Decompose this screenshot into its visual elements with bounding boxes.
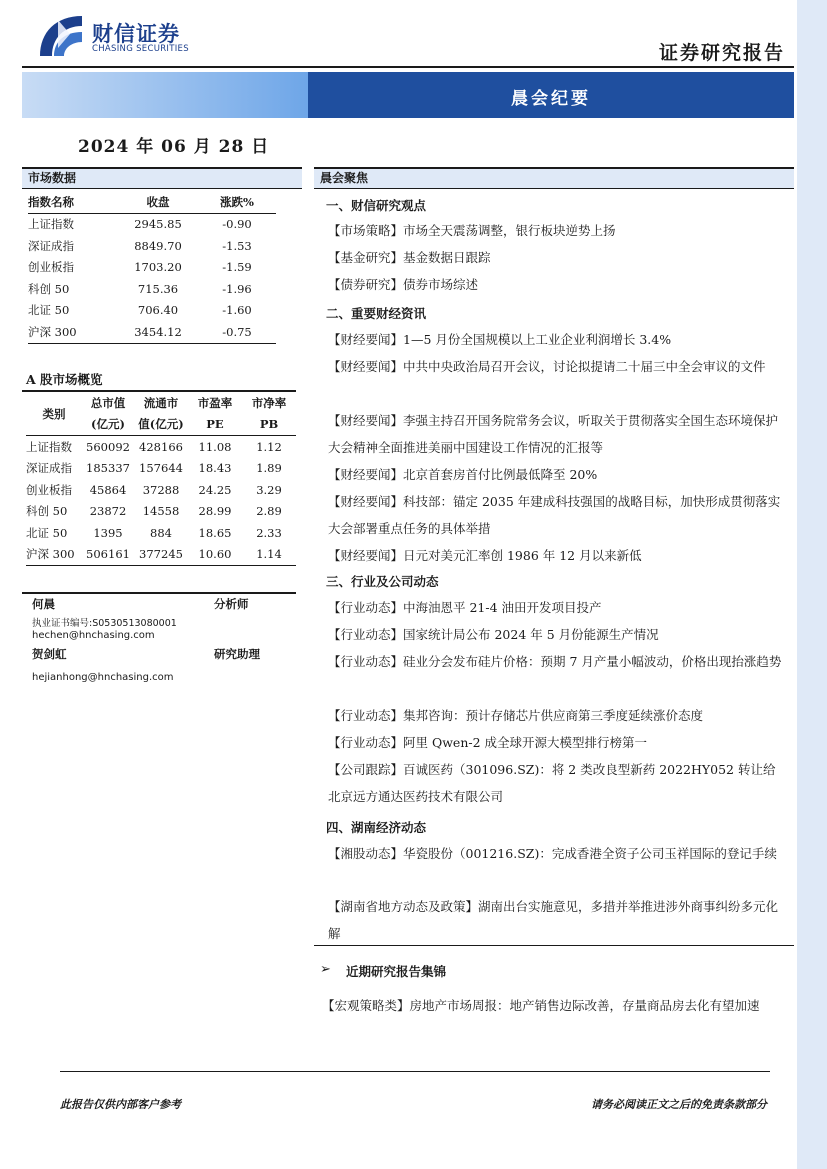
index-name-cell: 北证 50 <box>28 303 70 318</box>
close-cell: 715.36 <box>137 281 179 296</box>
focus-news-item: 【财经要闻】北京首套房首付比例最低降至 20% <box>328 467 598 482</box>
side-stripe <box>797 0 827 1169</box>
analyst-cert: 执业证书编号:S0530513080001 <box>32 618 177 629</box>
focus-section-heading: 三、行业及公司动态 <box>326 574 439 589</box>
category-cell: 北证 50 <box>26 525 68 540</box>
close-cell: 2945.85 <box>134 217 182 232</box>
analyst-top-rule <box>22 592 296 594</box>
category-cell: 沪深 300 <box>26 547 75 562</box>
pb-cell: 2.89 <box>256 504 282 519</box>
title-band-right <box>308 72 794 118</box>
total-mv-cell: 506161 <box>86 547 130 562</box>
table-row <box>26 436 296 458</box>
index-name-cell: 深证成指 <box>28 238 74 253</box>
focus-news-item: 【债券研究】债券市场综述 <box>328 277 479 292</box>
float-mv-cell: 428166 <box>139 439 183 454</box>
analyst-name: 何晨 <box>32 597 55 611</box>
market-data-heading: 市场数据 <box>22 167 302 189</box>
focus-news-item: 【湖南省地方动态及政策】湖南出台实施意见，多措并举推进涉外商事纠纷多元化解 <box>328 899 779 941</box>
focus-news-item: 【湘股动态】华瓷股份（001216.SZ)：完成香港全资子公司玉祥国际的登记手续 <box>328 846 777 861</box>
change-cell: -1.53 <box>222 238 252 253</box>
table-row <box>26 458 296 480</box>
float-mv-cell: 377245 <box>139 547 183 562</box>
total-mv-cell: 23872 <box>89 504 127 519</box>
focus-news-item: 【财经要闻】科技部：锚定 2035 年建成科技强国的战略目标，加快形成贯彻落实大会部署重点任务的具体举措 <box>328 494 781 536</box>
category-cell: 深证成指 <box>26 461 72 476</box>
index-name-cell: 沪深 300 <box>28 324 77 339</box>
company-logo-icon <box>38 14 86 58</box>
index-name-cell: 科创 50 <box>28 281 70 296</box>
logo-text-cn: 财信证券 <box>92 22 180 46</box>
pe-cell: 18.65 <box>198 525 232 540</box>
change-cell: -0.90 <box>222 217 252 232</box>
analyst-email: hechen@hnchasing.com <box>32 630 155 641</box>
focus-news-item: 【财经要闻】日元对美元汇率创 1986 年 12 月以来新低 <box>328 548 642 563</box>
change-cell: -0.75 <box>222 324 252 339</box>
focus-news-item: 【基金研究】基金数据日跟踪 <box>328 250 491 265</box>
float-mv-cell: 884 <box>150 525 172 540</box>
focus-section-heading: 一、财信研究观点 <box>326 198 427 213</box>
report-title: 晨会纪要 <box>511 89 591 109</box>
focus-news-item: 【行业动态】硅业分会发布硅片价格：预期 7 月产量小幅波动，价格出现抬涨趋势 <box>328 654 782 669</box>
table-row <box>28 257 276 279</box>
category-cell: 创业板指 <box>26 482 72 497</box>
focus-news-item: 【财经要闻】李强主持召开国务院常务会议，听取关于贯彻落实全国生态环境保护大会精神全面推进美丽中国建设工作情况的汇报等 <box>328 413 779 455</box>
assistant-name: 贺剑虹 <box>32 647 67 661</box>
logo-text-en: CHASING SECURITIES <box>92 44 189 54</box>
change-cell: -1.96 <box>222 281 252 296</box>
footer-disclaimer-left: 此报告仅供内部客户参考 <box>60 1098 181 1111</box>
col-change: 涨跌% <box>220 194 254 209</box>
table-row <box>26 522 296 544</box>
col-pb-label: PB <box>259 417 279 432</box>
col-total-mv-unit: (亿元) <box>91 417 125 432</box>
col-close: 收盘 <box>146 194 170 209</box>
recent-report-item: 【宏观策略类】房地产市场周报：地产销售边际改善，存量商品房去化有望加速 <box>322 998 760 1013</box>
change-cell: -1.60 <box>222 303 252 318</box>
assistant-role: 研究助理 <box>214 647 260 661</box>
focus-heading: 晨会聚焦 <box>314 167 794 189</box>
close-cell: 1703.20 <box>134 260 182 275</box>
pb-cell: 1.12 <box>256 439 282 454</box>
pe-cell: 10.60 <box>198 547 232 562</box>
focus-news-item: 【财经要闻】1—5 月份全国规模以上工业企业利润增长 3.4% <box>328 332 672 347</box>
footer-rule <box>60 1071 770 1072</box>
col-total-mv: 总市值 <box>90 395 126 410</box>
focus-news-item: 【行业动态】中海油恩平 21-4 油田开发项目投产 <box>328 600 602 615</box>
focus-bottom-rule <box>314 945 794 946</box>
category-cell: 科创 50 <box>26 504 68 519</box>
table-row <box>28 235 276 257</box>
table-row <box>26 479 296 501</box>
report-date: 2024 年 06 月 28 日 <box>78 137 270 157</box>
total-mv-cell: 1395 <box>93 525 123 540</box>
pb-cell: 1.14 <box>256 547 282 562</box>
focus-news-item: 【财经要闻】中共中央政治局召开会议，讨论拟提请二十届三中全会审议的文件 <box>328 359 766 374</box>
table-row <box>28 321 276 343</box>
table-row <box>28 278 276 300</box>
col-category: 类别 <box>42 406 66 421</box>
total-mv-cell: 185337 <box>86 461 130 476</box>
close-cell: 8849.70 <box>134 238 182 253</box>
col-pb: 市净率 <box>251 395 287 410</box>
total-mv-cell: 560092 <box>86 439 130 454</box>
col-float-mv: 流通市 <box>143 395 179 410</box>
col-pe-label: PE <box>206 417 224 432</box>
pb-cell: 1.89 <box>256 461 282 476</box>
focus-news-item: 【公司跟踪】百诚医药（301096.SZ)：将 2 类改良型新药 2022HY052 转让给北京远方通达医药技术有限公司 <box>328 762 776 804</box>
recent-reports-heading: 近期研究报告集锦 <box>346 964 447 979</box>
title-band-left <box>22 72 308 118</box>
assistant-email: hejianhong@hnchasing.com <box>32 672 174 683</box>
pe-cell: 18.43 <box>198 461 232 476</box>
ashare-overview-table <box>26 392 296 566</box>
focus-news-item: 【行业动态】集邦咨询：预计存储芯片供应商第三季度延续涨价态度 <box>328 708 704 723</box>
report-type: 证券研究报告 <box>658 42 785 64</box>
float-mv-cell: 157644 <box>139 461 183 476</box>
pe-cell: 24.25 <box>198 482 232 497</box>
category-cell: 上证指数 <box>26 439 72 454</box>
focus-news-item: 【行业动态】国家统计局公布 2024 年 5 月份能源生产情况 <box>328 627 659 642</box>
focus-section-heading: 二、重要财经资讯 <box>326 306 427 321</box>
pe-cell: 28.99 <box>198 504 232 519</box>
change-cell: -1.59 <box>222 260 252 275</box>
pb-cell: 2.33 <box>256 525 282 540</box>
col-index-name: 指数名称 <box>28 194 74 209</box>
index-name-cell: 创业板指 <box>28 260 74 275</box>
table-row <box>26 544 296 566</box>
index-name-cell: 上证指数 <box>28 217 74 232</box>
focus-news-item: 【行业动态】阿里 Qwen-2 成全球开源大模型排行榜第一 <box>328 735 648 750</box>
col-float-mv-unit: 值(亿元) <box>138 417 184 432</box>
analyst-role: 分析师 <box>214 597 249 611</box>
table-header-row <box>26 392 296 414</box>
col-pe: 市盈率 <box>197 395 233 410</box>
table-header-row <box>28 191 276 213</box>
market-data-table <box>28 191 276 344</box>
focus-section-heading: 四、湖南经济动态 <box>326 820 427 835</box>
bullet-arrow-icon: ➢ <box>320 962 331 977</box>
close-cell: 706.40 <box>137 303 179 318</box>
float-mv-cell: 14558 <box>142 504 180 519</box>
total-mv-cell: 45864 <box>89 482 127 497</box>
table-row <box>28 300 276 322</box>
table-row <box>28 213 276 235</box>
close-cell: 3454.12 <box>134 324 182 339</box>
header-rule <box>22 66 794 68</box>
table-row <box>26 501 296 523</box>
focus-news-item: 【市场策略】市场全天震荡调整，银行板块逆势上扬 <box>328 223 616 238</box>
footer-disclaimer-right: 请务必阅读正文之后的免责条款部分 <box>591 1098 767 1111</box>
ashare-overview-heading: A 股市场概览 <box>26 372 103 387</box>
pe-cell: 11.08 <box>198 439 232 454</box>
float-mv-cell: 37288 <box>142 482 180 497</box>
pb-cell: 3.29 <box>256 482 282 497</box>
